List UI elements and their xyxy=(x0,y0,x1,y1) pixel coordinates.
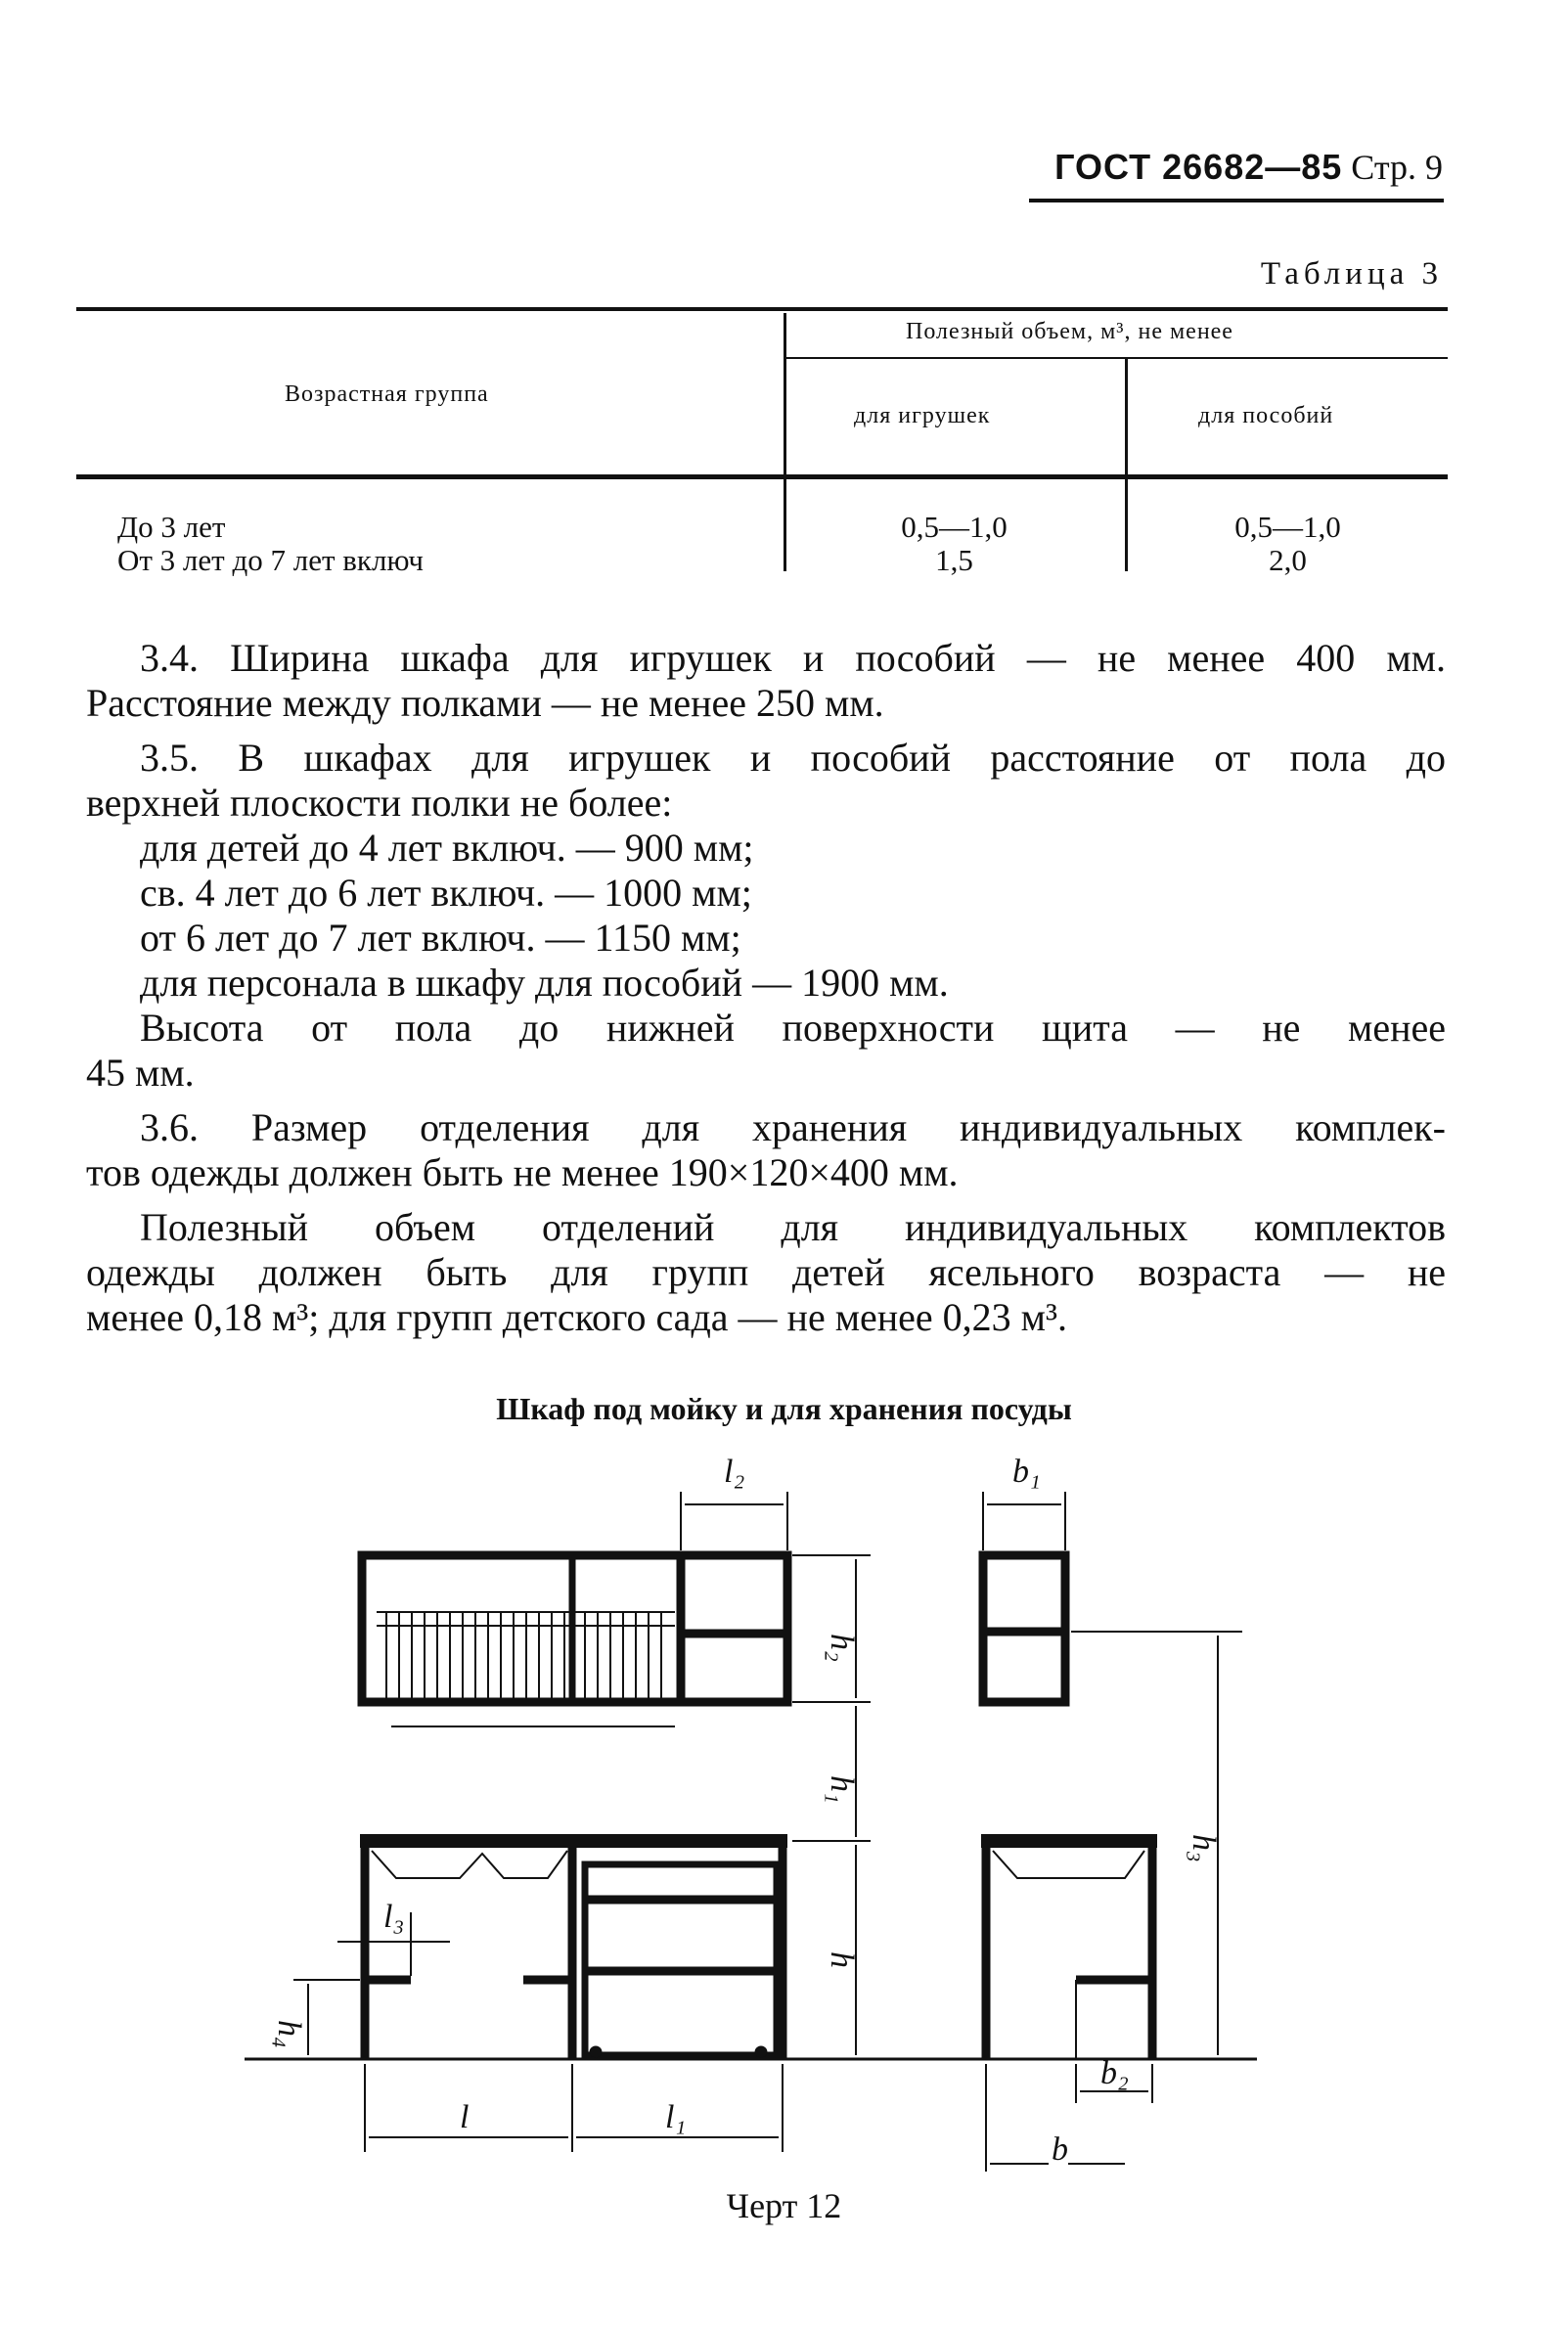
paragraph-volume-end: менее 0,18 м³; для групп детского сада — не менее 0,23 м³. xyxy=(86,1295,1067,1339)
list-item: для персонала в шкафу для пособий — 1900 мм. xyxy=(140,961,949,1005)
cart-wheel xyxy=(755,2046,767,2058)
paragraph-height: Высота от пола до нижней поверхности щита — не менее xyxy=(140,1006,1446,1050)
table-row xyxy=(117,511,424,577)
paragraph-3-4: 3.4. Ширина шкафа для игрушек и пособий — не менее 400 мм. xyxy=(140,636,1446,680)
table-title: Таблица 3 xyxy=(1260,256,1443,291)
list-item: от 6 лет до 7 лет включ. — 1150 мм; xyxy=(140,916,741,960)
row-aids: 0,5—1,0 xyxy=(1234,510,1341,544)
table-divider xyxy=(784,313,786,477)
dim-label-h3: h₃ xyxy=(1186,1834,1222,1862)
standard-number: ГОСТ 26682—85 xyxy=(1054,147,1343,187)
dim-label-h: h xyxy=(824,1951,860,1968)
page-header xyxy=(1054,147,1443,188)
dim-label-l: l xyxy=(460,2099,470,2135)
list-item: для детей до 4 лет включ. — 900 мм; xyxy=(140,826,754,870)
table-divider xyxy=(1125,359,1128,477)
paragraph-3-6: 3.6. Размер отделения для хранения индивидуальных комплек- xyxy=(140,1105,1446,1149)
row-toys: 0,5—1,0 xyxy=(901,510,1008,544)
figure-caption: Черт 12 xyxy=(726,2186,842,2225)
body-text xyxy=(86,636,1446,1340)
dim-label-h1: h₁ xyxy=(824,1775,860,1804)
table-header-rule xyxy=(76,474,1448,479)
col-header-group: Возрастная группа xyxy=(285,381,489,407)
paragraph-3-5-cont: верхней плоскости полки не более: xyxy=(86,781,673,825)
sink-bowl-side xyxy=(993,1851,1144,1878)
paragraph-3-5: 3.5. В шкафах для игрушек и пособий расстояние от пола до xyxy=(140,736,1446,780)
dim-label-b: b xyxy=(1052,2131,1068,2168)
table-top-rule xyxy=(76,307,1448,311)
dim-label-l3: l₃ xyxy=(383,1899,405,1935)
col-header-volume: Полезный объем, м³, не менее xyxy=(906,319,1233,344)
cart-wheel xyxy=(590,2046,602,2058)
row-group: До 3 лет xyxy=(117,510,226,544)
table-col-toys xyxy=(784,511,1125,577)
dim-label-l2: l₂ xyxy=(724,1454,745,1490)
dish-cart xyxy=(585,1864,777,2055)
table-divider xyxy=(785,357,1448,359)
dim-label-b2: b₂ xyxy=(1100,2055,1129,2091)
dim-label-b1: b₁ xyxy=(1012,1454,1041,1490)
col-header-aids: для пособий xyxy=(1198,403,1334,428)
list-item: св. 4 лет до 6 лет включ. — 1000 мм; xyxy=(140,871,752,915)
page-number: Стр. 9 xyxy=(1351,148,1443,187)
row-aids: 2,0 xyxy=(1269,543,1307,577)
paragraph-height-cont: 45 мм. xyxy=(86,1051,195,1095)
paragraph-volume-cont: одежды должен быть для групп детей ясельного возраста — не xyxy=(86,1250,1446,1294)
row-toys: 1,5 xyxy=(935,543,973,577)
table-col-aids xyxy=(1128,511,1448,577)
row-group: От 3 лет до 7 лет включ xyxy=(117,543,424,577)
header-rule xyxy=(1029,199,1444,202)
col-header-toys: для игрушек xyxy=(854,403,991,428)
figure-title: Шкаф под мойку и для хранения посуды xyxy=(496,1391,1072,1426)
paragraph-volume: Полезный объем отделений для индивидуальных комплектов xyxy=(140,1205,1446,1249)
dim-label-l1: l₁ xyxy=(665,2099,687,2135)
paragraph-3-4-cont: Расстояние между полками — не менее 250 мм. xyxy=(86,681,884,725)
paragraph-3-6-cont: тов одежды должен быть не менее 190×120×400 мм. xyxy=(86,1150,959,1194)
dim-label-h2: h₂ xyxy=(824,1634,860,1662)
cabinet-drawing xyxy=(0,1448,1568,2172)
sink-bowl xyxy=(372,1851,567,1878)
dim-label-h4: h₄ xyxy=(271,2020,307,2048)
